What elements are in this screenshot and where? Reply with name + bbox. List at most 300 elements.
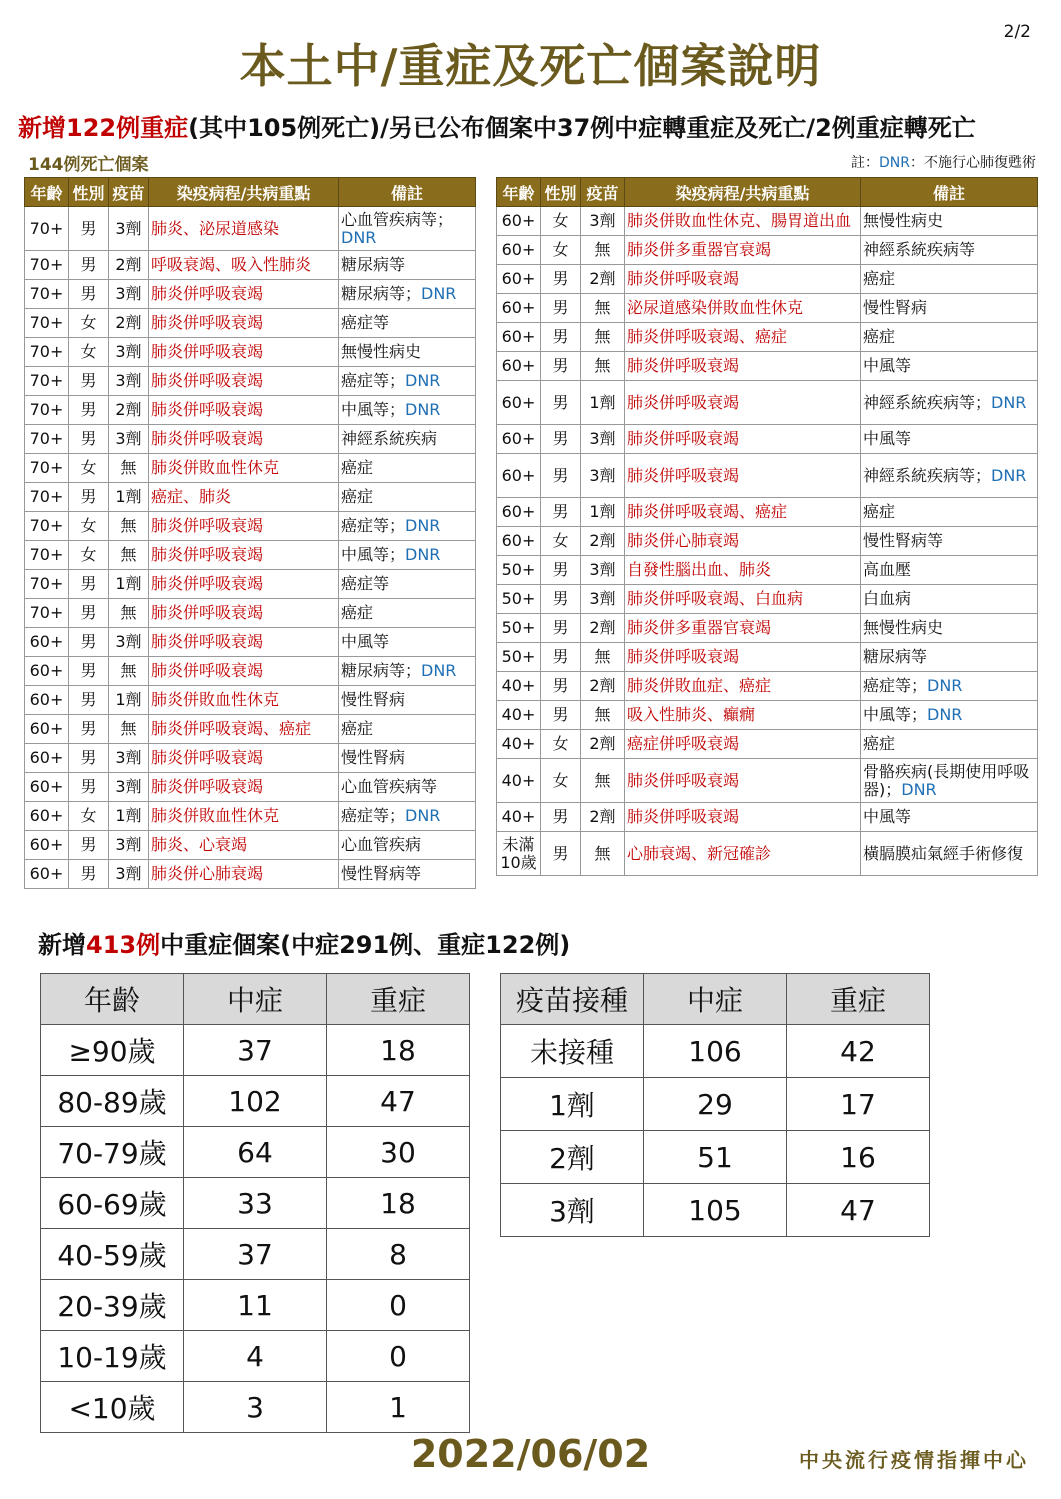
- remark-text: 癌症等: [341, 574, 390, 593]
- mid-title-prefix: 新增: [38, 931, 86, 959]
- age-cell: 40+: [497, 672, 541, 701]
- age-table-cell: 60-69歲: [41, 1178, 184, 1229]
- illness-cell: 肺炎併呼吸衰竭: [625, 454, 861, 498]
- remark-dnr: DNR: [991, 392, 1027, 412]
- vaccine-cell: 2劑: [581, 672, 625, 701]
- illness-cell: 肺炎併呼吸衰竭: [625, 425, 861, 454]
- vaccine-cell: 2劑: [581, 730, 625, 759]
- sex-cell: 男: [541, 498, 581, 527]
- sex-cell: 男: [69, 744, 109, 773]
- illness-cell: 肺炎併呼吸衰竭: [149, 773, 339, 802]
- sex-cell: 女: [541, 730, 581, 759]
- table-row: [497, 454, 1038, 498]
- sex-cell: 男: [69, 657, 109, 686]
- vaccine-cell: 2劑: [109, 251, 149, 280]
- remark-cell: [861, 643, 1038, 672]
- vaccine-cell: 無: [581, 352, 625, 381]
- age-table-cell: 4: [184, 1331, 327, 1382]
- sex-cell: 男: [541, 803, 581, 832]
- vac-table-header-cell: 重症: [787, 974, 930, 1025]
- age-table-cell: 102: [184, 1076, 327, 1127]
- age-cell: 50+: [497, 614, 541, 643]
- remark-text: 神經系統疾病等；: [863, 392, 992, 412]
- sex-cell: 男: [541, 585, 581, 614]
- age-table-cell: 70-79歲: [41, 1127, 184, 1178]
- remark-cell: [861, 527, 1038, 556]
- age-cell: 60+: [25, 744, 69, 773]
- left-table-header-row: [25, 178, 476, 207]
- age-cell: 40+: [497, 759, 541, 803]
- remark-text: 慢性腎病: [863, 298, 928, 317]
- page-number: 2/2: [1003, 22, 1031, 42]
- vaccine-cell: 1劑: [581, 381, 625, 425]
- age-cell: 60+: [497, 381, 541, 425]
- table-row: [497, 585, 1038, 614]
- remark-text: 癌症: [341, 603, 374, 622]
- remark-cell: [339, 280, 476, 309]
- vaccine-cell: 3劑: [581, 207, 625, 236]
- illness-cell: 肺炎併呼吸衰竭: [149, 338, 339, 367]
- vac-table-header-row: [501, 974, 930, 1025]
- remark-cell: [339, 599, 476, 628]
- illness-cell: 肺炎併呼吸衰竭: [625, 381, 861, 425]
- age-table-cell: <10歲: [41, 1382, 184, 1433]
- remark-dnr: DNR: [421, 284, 457, 303]
- table-row: [25, 207, 476, 251]
- remark-cell: [861, 759, 1038, 803]
- table-row: [501, 1078, 930, 1131]
- age-cell: 60+: [497, 236, 541, 265]
- age-table-cell: 18: [327, 1025, 470, 1076]
- age-cell: 70+: [25, 425, 69, 454]
- remark-dnr: DNR: [405, 371, 441, 390]
- sex-cell: 男: [69, 628, 109, 657]
- sex-cell: 女: [541, 207, 581, 236]
- age-table-header-cell: 中症: [184, 974, 327, 1025]
- subtitle-detail: (其中105例死亡)/另已公布個案中37例中症轉重症及死亡/2例重症轉死亡: [188, 114, 976, 142]
- sex-cell: 男: [541, 425, 581, 454]
- illness-cell: 肺炎併敗血症、癌症: [625, 672, 861, 701]
- remark-cell: [861, 832, 1038, 876]
- remark-text: 糖尿病等: [341, 255, 406, 274]
- remark-dnr: DNR: [421, 661, 457, 680]
- illness-cell: 肺炎併呼吸衰竭: [149, 396, 339, 425]
- vaccine-cell: 無: [581, 294, 625, 323]
- remark-cell: [339, 657, 476, 686]
- remark-cell: [339, 425, 476, 454]
- vac-table-cell: 16: [787, 1131, 930, 1184]
- table-row: [41, 1280, 470, 1331]
- vaccine-cell: 無: [109, 657, 149, 686]
- sex-cell: 男: [69, 570, 109, 599]
- age-cell: 60+: [25, 831, 69, 860]
- sex-cell: 男: [69, 367, 109, 396]
- mid-title-suffix: 中重症個案(中症291例、重症122例): [160, 931, 571, 959]
- illness-cell: 癌症、肺炎: [149, 483, 339, 512]
- illness-cell: 肺炎併敗血性休克: [149, 686, 339, 715]
- remark-cell: [861, 614, 1038, 643]
- remark-cell: [861, 207, 1038, 236]
- vac-table-cell: 未接種: [501, 1025, 644, 1078]
- vaccine-cell: 無: [581, 643, 625, 672]
- remark-text: 癌症等；: [341, 806, 406, 825]
- remark-text: 癌症: [863, 269, 896, 288]
- sex-cell: 男: [69, 425, 109, 454]
- vaccine-cell: 3劑: [581, 585, 625, 614]
- remark-cell: [861, 585, 1038, 614]
- vac-table-header-cell: 中症: [644, 974, 787, 1025]
- remark-text: 癌症: [341, 719, 374, 738]
- remark-text: 中風等: [863, 429, 912, 448]
- age-table-cell: 64: [184, 1127, 327, 1178]
- remark-text: 慢性腎病: [341, 690, 406, 709]
- remark-cell: [861, 265, 1038, 294]
- vaccine-cell: 無: [109, 512, 149, 541]
- sex-cell: 男: [541, 556, 581, 585]
- table-row: [497, 730, 1038, 759]
- vaccine-cell: 無: [581, 759, 625, 803]
- table-row: [25, 512, 476, 541]
- table-row: [25, 280, 476, 309]
- table-row: [25, 483, 476, 512]
- remark-cell: [339, 454, 476, 483]
- remark-cell: [339, 802, 476, 831]
- remark-cell: [861, 352, 1038, 381]
- age-table-body: [41, 1025, 470, 1433]
- vaccine-cell: 無: [581, 236, 625, 265]
- vaccine-cell: 2劑: [581, 614, 625, 643]
- table-row: [497, 323, 1038, 352]
- vaccine-cell: 3劑: [109, 367, 149, 396]
- right-table-header-cell: 備註: [861, 178, 1038, 207]
- right-table-header-cell: 疫苗: [581, 178, 625, 207]
- sex-cell: 男: [69, 207, 109, 251]
- age-table-cell: 80-89歲: [41, 1076, 184, 1127]
- sex-cell: 女: [69, 309, 109, 338]
- remark-text: 橫膈膜疝氣經手術修復: [863, 843, 1024, 863]
- table-row: [41, 1025, 470, 1076]
- table-row: [25, 570, 476, 599]
- age-table-cell: 30: [327, 1127, 470, 1178]
- remark-text: 心血管疾病等: [341, 777, 438, 796]
- sex-cell: 男: [541, 454, 581, 498]
- age-table-cell: 33: [184, 1178, 327, 1229]
- remark-cell: [339, 396, 476, 425]
- vaccine-cell: 3劑: [109, 280, 149, 309]
- sex-cell: 女: [541, 527, 581, 556]
- table-row: [501, 1131, 930, 1184]
- vaccine-cell: 2劑: [109, 309, 149, 338]
- table-row: [497, 701, 1038, 730]
- age-table-cell: 10-19歲: [41, 1331, 184, 1382]
- age-cell: 40+: [497, 701, 541, 730]
- vac-table-cell: 3劑: [501, 1184, 644, 1237]
- sex-cell: 男: [541, 672, 581, 701]
- age-cell: 60+: [497, 323, 541, 352]
- illness-cell: 肺炎併呼吸衰竭: [149, 280, 339, 309]
- age-table-cell: 37: [184, 1229, 327, 1280]
- vaccine-cell: 1劑: [581, 498, 625, 527]
- vaccine-cell: 3劑: [581, 425, 625, 454]
- age-cell: 40+: [497, 730, 541, 759]
- illness-cell: 肺炎併呼吸衰竭: [149, 657, 339, 686]
- remark-cell: [339, 744, 476, 773]
- remark-cell: [861, 556, 1038, 585]
- sex-cell: 女: [69, 338, 109, 367]
- illness-cell: 肺炎、心衰竭: [149, 831, 339, 860]
- age-table-cell: ≥90歲: [41, 1025, 184, 1076]
- illness-cell: 肺炎併敗血性休克: [149, 454, 339, 483]
- sex-cell: 男: [541, 352, 581, 381]
- vaccine-cell: 3劑: [109, 207, 149, 251]
- remark-text: 神經系統疾病: [341, 429, 438, 448]
- remark-cell: [861, 236, 1038, 265]
- illness-cell: 肺炎併心肺衰竭: [625, 527, 861, 556]
- age-table-cell: 1: [327, 1382, 470, 1433]
- vac-table-cell: 47: [787, 1184, 930, 1237]
- table-row: [25, 541, 476, 570]
- age-cell: 70+: [25, 251, 69, 280]
- sex-cell: 女: [69, 512, 109, 541]
- vaccine-cell: 無: [581, 323, 625, 352]
- remark-cell: [861, 323, 1038, 352]
- vac-table-cell: 29: [644, 1078, 787, 1131]
- remark-text: 無慢性病史: [341, 342, 422, 361]
- table-row: [25, 338, 476, 367]
- age-table-header-row: [41, 974, 470, 1025]
- table-row: [497, 759, 1038, 803]
- illness-cell: 肺炎併呼吸衰竭、癌症: [625, 323, 861, 352]
- age-cell: 70+: [25, 599, 69, 628]
- remark-text: 無慢性病史: [863, 211, 944, 230]
- remark-text: 癌症等；: [863, 676, 928, 695]
- age-cell: 70+: [25, 570, 69, 599]
- age-cell: 60+: [25, 773, 69, 802]
- vaccine-cell: 無: [109, 715, 149, 744]
- death-cases-table-left: [24, 177, 476, 889]
- remark-text: 糖尿病等；: [341, 661, 422, 680]
- age-cell: 70+: [25, 483, 69, 512]
- remark-text: 癌症等；: [341, 371, 406, 390]
- left-table-header-cell: 年齡: [25, 178, 69, 207]
- vaccine-cell: 1劑: [109, 483, 149, 512]
- right-table-header-cell: 年齡: [497, 178, 541, 207]
- illness-cell: 心肺衰竭、新冠確診: [625, 832, 861, 876]
- age-cell: 60+: [497, 265, 541, 294]
- table-row: [25, 744, 476, 773]
- illness-cell: 肺炎併多重器官衰竭: [625, 614, 861, 643]
- table-row: [497, 672, 1038, 701]
- remark-cell: [339, 251, 476, 280]
- age-table-cell: 20-39歲: [41, 1280, 184, 1331]
- age-table-cell: 47: [327, 1076, 470, 1127]
- vaccine-cell: 無: [581, 701, 625, 730]
- vaccine-cell: 3劑: [109, 860, 149, 889]
- remark-text: 慢性腎病: [341, 748, 406, 767]
- vaccine-cell: 2劑: [581, 527, 625, 556]
- age-cell: 未滿10歲: [497, 832, 541, 876]
- vac-table-cell: 2劑: [501, 1131, 644, 1184]
- age-table-cell: 18: [327, 1178, 470, 1229]
- age-cell: 70+: [25, 207, 69, 251]
- table-row: [41, 1229, 470, 1280]
- remark-text: 癌症等；: [341, 516, 406, 535]
- remark-text: 慢性腎病等: [863, 531, 944, 550]
- age-table-cell: 11: [184, 1280, 327, 1331]
- vaccine-cell: 2劑: [581, 803, 625, 832]
- age-cell: 70+: [25, 309, 69, 338]
- age-table-cell: 0: [327, 1280, 470, 1331]
- illness-cell: 肺炎併呼吸衰竭: [149, 512, 339, 541]
- sex-cell: 男: [541, 323, 581, 352]
- table-row: [497, 294, 1038, 323]
- remark-text: 白血病: [863, 589, 912, 608]
- table-row: [497, 614, 1038, 643]
- remark-dnr: DNR: [405, 400, 441, 419]
- table-row: [25, 860, 476, 889]
- vac-table-cell: 106: [644, 1025, 787, 1078]
- remark-cell: [861, 730, 1038, 759]
- sex-cell: 男: [69, 251, 109, 280]
- left-table-header-cell: 染疫病程/共病重點: [149, 178, 339, 207]
- age-table-header-cell: 年齡: [41, 974, 184, 1025]
- table-row: [25, 309, 476, 338]
- illness-cell: 肺炎併呼吸衰竭: [149, 744, 339, 773]
- remark-text: 中風等；: [341, 400, 406, 419]
- age-cell: 60+: [497, 425, 541, 454]
- age-cell: 60+: [497, 498, 541, 527]
- remark-text: 癌症: [341, 487, 374, 506]
- illness-cell: 肺炎併敗血性休克: [149, 802, 339, 831]
- sex-cell: 女: [69, 802, 109, 831]
- age-cell: 60+: [497, 294, 541, 323]
- remark-text: 中風等；: [341, 545, 406, 564]
- remark-cell: [339, 831, 476, 860]
- age-cell: 60+: [25, 860, 69, 889]
- remark-cell: [339, 860, 476, 889]
- remark-cell: [861, 701, 1038, 730]
- vaccine-cell: 無: [109, 599, 149, 628]
- table-row: [497, 527, 1038, 556]
- mid-title-count: 413例: [86, 931, 161, 959]
- illness-cell: 肺炎併心肺衰竭: [149, 860, 339, 889]
- table-row: [41, 1382, 470, 1433]
- table-row: [497, 265, 1038, 294]
- illness-cell: 肺炎併呼吸衰竭、癌症: [149, 715, 339, 744]
- remark-cell: [861, 498, 1038, 527]
- age-cell: 70+: [25, 396, 69, 425]
- remark-text: 癌症: [863, 734, 896, 753]
- right-table-header-row: [497, 178, 1038, 207]
- table-row: [497, 381, 1038, 425]
- remark-cell: [339, 686, 476, 715]
- illness-cell: 吸入性肺炎、癲癇: [625, 701, 861, 730]
- table-row: [25, 454, 476, 483]
- table-row: [25, 396, 476, 425]
- sex-cell: 男: [541, 614, 581, 643]
- report-date: 2022/06/02: [410, 1432, 651, 1476]
- sex-cell: 男: [541, 294, 581, 323]
- sex-cell: 男: [69, 599, 109, 628]
- table-row: [25, 599, 476, 628]
- illness-cell: 肺炎併呼吸衰竭: [149, 425, 339, 454]
- remark-text: 中風等: [863, 356, 912, 375]
- table-row: [497, 803, 1038, 832]
- remark-text: 神經系統疾病等；: [863, 465, 992, 485]
- remark-dnr: DNR: [405, 516, 441, 535]
- age-cell: 40+: [497, 803, 541, 832]
- vaccine-cell: 3劑: [581, 556, 625, 585]
- sex-cell: 女: [69, 454, 109, 483]
- age-distribution-table: [40, 973, 470, 1433]
- sex-cell: 男: [541, 381, 581, 425]
- age-cell: 70+: [25, 338, 69, 367]
- remark-text: 無慢性病史: [863, 618, 944, 637]
- table-row: [25, 831, 476, 860]
- age-cell: 60+: [25, 628, 69, 657]
- vaccine-cell: 3劑: [109, 338, 149, 367]
- table-row: [497, 352, 1038, 381]
- vac-table-cell: 105: [644, 1184, 787, 1237]
- sex-cell: 男: [69, 831, 109, 860]
- vac-table-cell: 51: [644, 1131, 787, 1184]
- new-cases-title: [38, 925, 570, 960]
- left-table-header-cell: 性別: [69, 178, 109, 207]
- remark-cell: [339, 207, 476, 251]
- note-text: ：不施行心肺復甦術: [910, 155, 1036, 171]
- illness-cell: 肺炎併呼吸衰竭、癌症: [625, 498, 861, 527]
- age-cell: 70+: [25, 454, 69, 483]
- death-cases-title: 144例死亡個案: [28, 155, 149, 175]
- vaccination-table: [500, 973, 930, 1237]
- remark-dnr: DNR: [405, 545, 441, 564]
- illness-cell: 肺炎併呼吸衰竭: [149, 309, 339, 338]
- remark-text: 癌症: [863, 327, 896, 346]
- vac-table-body: [501, 1025, 930, 1237]
- remark-text: 高血壓: [863, 560, 912, 579]
- vaccine-cell: 3劑: [581, 454, 625, 498]
- sex-cell: 男: [69, 715, 109, 744]
- table-row: [497, 556, 1038, 585]
- remark-cell: [339, 367, 476, 396]
- death-cases-table-right: [496, 177, 1038, 876]
- vaccine-cell: 3劑: [109, 628, 149, 657]
- note-prefix: 註：: [851, 155, 880, 171]
- right-table-header-cell: 染疫病程/共病重點: [625, 178, 861, 207]
- age-cell: 70+: [25, 512, 69, 541]
- remark-cell: [339, 715, 476, 744]
- sex-cell: 男: [541, 832, 581, 876]
- remark-text: 心血管疾病等；: [341, 209, 454, 229]
- vaccine-cell: 3劑: [109, 744, 149, 773]
- illness-cell: 肺炎併呼吸衰竭: [149, 367, 339, 396]
- remark-dnr: DNR: [991, 465, 1027, 485]
- table-row: [25, 628, 476, 657]
- illness-cell: 肺炎、泌尿道感染: [149, 207, 339, 251]
- remark-cell: [861, 672, 1038, 701]
- vaccine-cell: 1劑: [109, 802, 149, 831]
- age-cell: 60+: [25, 802, 69, 831]
- remark-cell: [861, 803, 1038, 832]
- vac-table-cell: 42: [787, 1025, 930, 1078]
- left-table-header-cell: 備註: [339, 178, 476, 207]
- remark-cell: [339, 512, 476, 541]
- remark-text: 中風等: [341, 632, 390, 651]
- page-subtitle: [18, 108, 1048, 143]
- age-cell: 60+: [497, 527, 541, 556]
- remark-dnr: DNR: [405, 806, 441, 825]
- illness-cell: 泌尿道感染併敗血性休克: [625, 294, 861, 323]
